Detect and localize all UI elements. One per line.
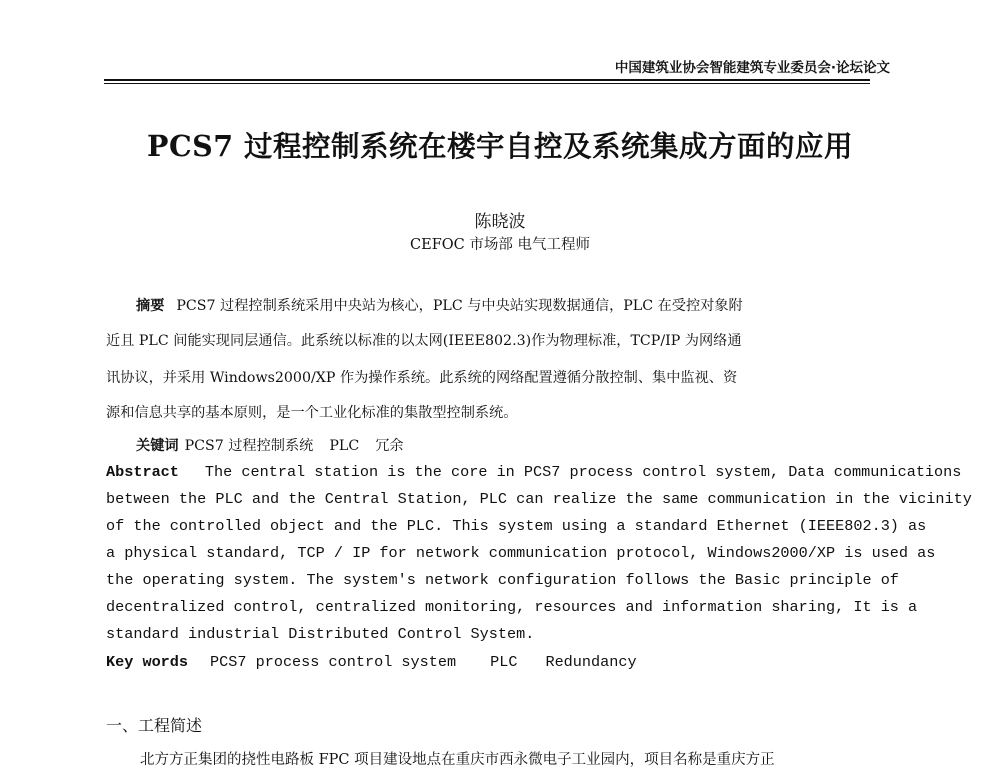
keywords-cn-item: PLC [329, 438, 360, 454]
keywords-cn-item: 冗余 [375, 438, 404, 454]
abstract-en-line-2: between the PLC and the Central Station, PLC can realize the same communication in the vicinity [106, 490, 972, 508]
keywords-cn [136, 435, 896, 455]
keywords-en-item: PLC [490, 653, 518, 671]
keywords-en-label: Key words [106, 653, 189, 671]
abstract-en-line-1 [106, 463, 962, 481]
paper-title: PCS7 过程控制系统在楼宇自控及系统集成方面的应用 [147, 129, 853, 163]
abstract-cn-line-3: 讯协议，并采用 Windows2000/XP 作为操作系统。此系统的网络配置遵循分散控制、集中监视、资 [106, 370, 738, 386]
header-rule-thin [104, 83, 870, 84]
author-name: 陈晓波 [474, 212, 526, 232]
abstract-en-line-4: a physical standard, TCP / IP for network communication protocol, Windows2000/XP is used as [106, 544, 936, 562]
abstract-en-label: Abstract [106, 463, 179, 481]
keywords-en [106, 653, 888, 671]
abstract-cn-line-2: 近且 PLC 间能实现同层通信。此系统以标准的以太网(IEEE802.3)作为物理标准，TCP/IP 为网络通 [106, 333, 742, 349]
section-heading: 一、工程简述 [106, 716, 203, 735]
keywords-en-item: PCS7 process control system [210, 653, 457, 671]
author-affiliation: CEFOC 市场部 电气工程师 [410, 237, 590, 253]
header-rule-thick [104, 79, 870, 81]
keywords-cn-item: PCS7 过程控制系统 [184, 438, 314, 454]
abstract-cn-line-1 [136, 295, 896, 315]
abstract-cn-line-4: 源和信息共享的基本原则，是一个工业化标准的集散型控制系统。 [106, 405, 518, 421]
body-paragraph-partial: 北方方正集团的挠性电路板 FPC 项目建设地点在重庆市西永微电子工业园内，项目名称是重庆方正 [140, 752, 775, 768]
running-header: 中国建筑业协会智能建筑专业委员会·论坛论文 [614, 60, 890, 76]
abstract-en-line-6: decentralized control, centralized monitoring, resources and information sharing, It is a [106, 598, 918, 616]
keywords-cn-label: 关键词 [136, 438, 179, 454]
abstract-en-line-5: the operating system. The system's network configuration follows the Basic principle of [106, 571, 899, 589]
abstract-cn-text: PCS7 过程控制系统采用中央站为核心，PLC 与中央站实现数据通信，PLC 在受控对象附 [176, 298, 743, 314]
keywords-en-item: Redundancy [545, 653, 637, 671]
abstract-en-line-3: of the controlled object and the PLC. This system using a standard Ethernet (IEEE802.3) as [106, 517, 927, 535]
abstract-en-line-7: standard industrial Distributed Control System. [106, 625, 535, 643]
abstract-cn-label: 摘要 [136, 298, 165, 314]
abstract-en-text: The central station is the core in PCS7 process control system, Data communications [204, 463, 962, 481]
